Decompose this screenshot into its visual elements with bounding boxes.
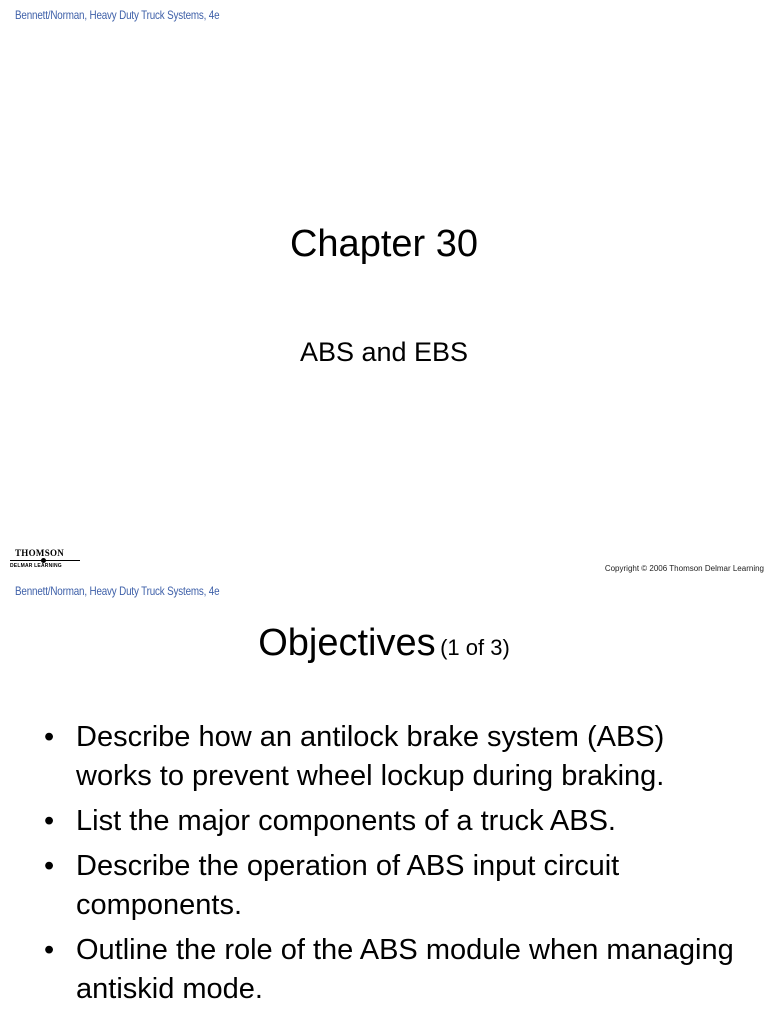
objectives-title-main: Objectives xyxy=(258,622,436,664)
bullet-text: List the major components of a truck ABS. xyxy=(76,805,616,837)
slide-header: Bennett/Norman, Heavy Duty Truck Systems, 4e xyxy=(15,584,220,598)
bullet-icon: • xyxy=(44,934,55,966)
chapter-title: Chapter 30 xyxy=(289,223,478,265)
list-item xyxy=(40,718,740,796)
copyright-notice: Copyright © 2006 Thomson Delmar Learning xyxy=(604,564,764,573)
bullet-icon: • xyxy=(44,850,55,882)
slide-header: Bennett/Norman, Heavy Duty Truck Systems, 4e xyxy=(15,8,220,22)
objectives-title xyxy=(0,622,768,665)
objectives-list xyxy=(40,718,740,1015)
bullet-text: Outline the role of the ABS module when managing antiskid mode. xyxy=(76,934,734,1005)
logo-sub: DELMAR LEARNING xyxy=(10,563,62,569)
bullet-icon: • xyxy=(44,721,55,753)
slide-objectives xyxy=(0,582,768,1024)
bullet-icon: • xyxy=(44,805,55,837)
objectives-title-count: (1 of 3) xyxy=(440,635,510,660)
list-item xyxy=(40,802,740,841)
chapter-subtitle: ABS and EBS xyxy=(299,337,469,367)
bullet-text: Describe how an antilock brake system (ABS) works to prevent wheel lockup during braking. xyxy=(76,721,665,792)
thomson-logo xyxy=(8,548,88,572)
bullet-text: Describe the operation of ABS input circuit components. xyxy=(76,850,620,921)
list-item xyxy=(40,931,740,1009)
list-item xyxy=(40,847,740,925)
logo-brand: THOMSON xyxy=(15,548,65,558)
